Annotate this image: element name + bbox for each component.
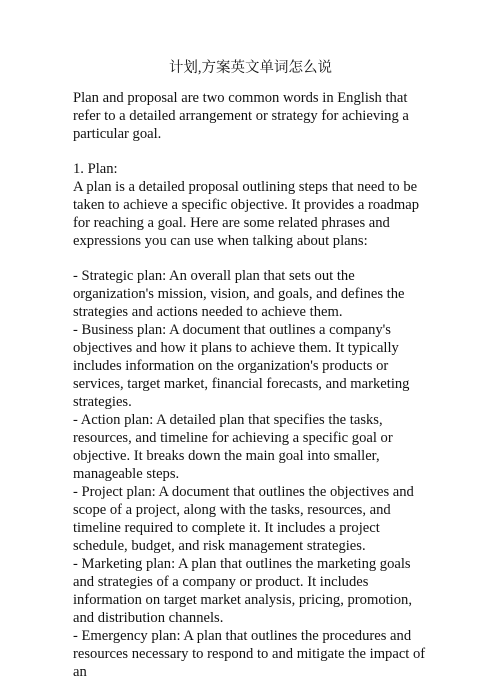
intro-paragraph: Plan and proposal are two common words in English that refer to a detailed arrangement or strategy for achieving a particular goal. [73, 90, 409, 142]
list-item-business-plan: - Business plan: A document that outlines a company's objectives and how it plans to achieve them. It typically includes information on the organization's products or services, target market, financial forecasts, and marketing strategies. [73, 322, 410, 410]
paragraph-gap [73, 143, 428, 160]
list-item-project-plan: - Project plan: A document that outlines the objectives and scope of a project, along with the tasks, resources, and timeline required to complete it. It includes a project schedule, budget, and risk management strategies. [73, 484, 414, 554]
list-item-marketing-plan: - Marketing plan: A plan that outlines the marketing goals and strategies of a company or product. It includes information on target market analysis, pricing, promotion, and distribution channels. [73, 556, 412, 626]
document-title: 计划,方案英文单词怎么说 [168, 60, 333, 76]
list-item-action-plan: - Action plan: A detailed plan that specifies the tasks, resources, and timeline for achieving a specific goal or objective. It breaks down the main goal into smaller, manageable steps. [73, 412, 393, 482]
list-item-emergency-plan: - Emergency plan: A plan that outlines the procedures and resources necessary to respond to and mitigate the impact of an [73, 628, 426, 680]
section-heading: 1. Plan: [73, 161, 118, 177]
section-body: A plan is a detailed proposal outlining steps that need to be taken to achieve a specific objective. It provides a roadmap for reaching a goal. Here are some related phrases and expressions you can use when talking about plans: [73, 179, 420, 249]
paragraph-gap [73, 250, 428, 267]
list-item-strategic-plan: - Strategic plan: An overall plan that sets out the organization's mission, vision, and goals, and defines the strategies and actions needed to achieve them. [73, 268, 405, 320]
